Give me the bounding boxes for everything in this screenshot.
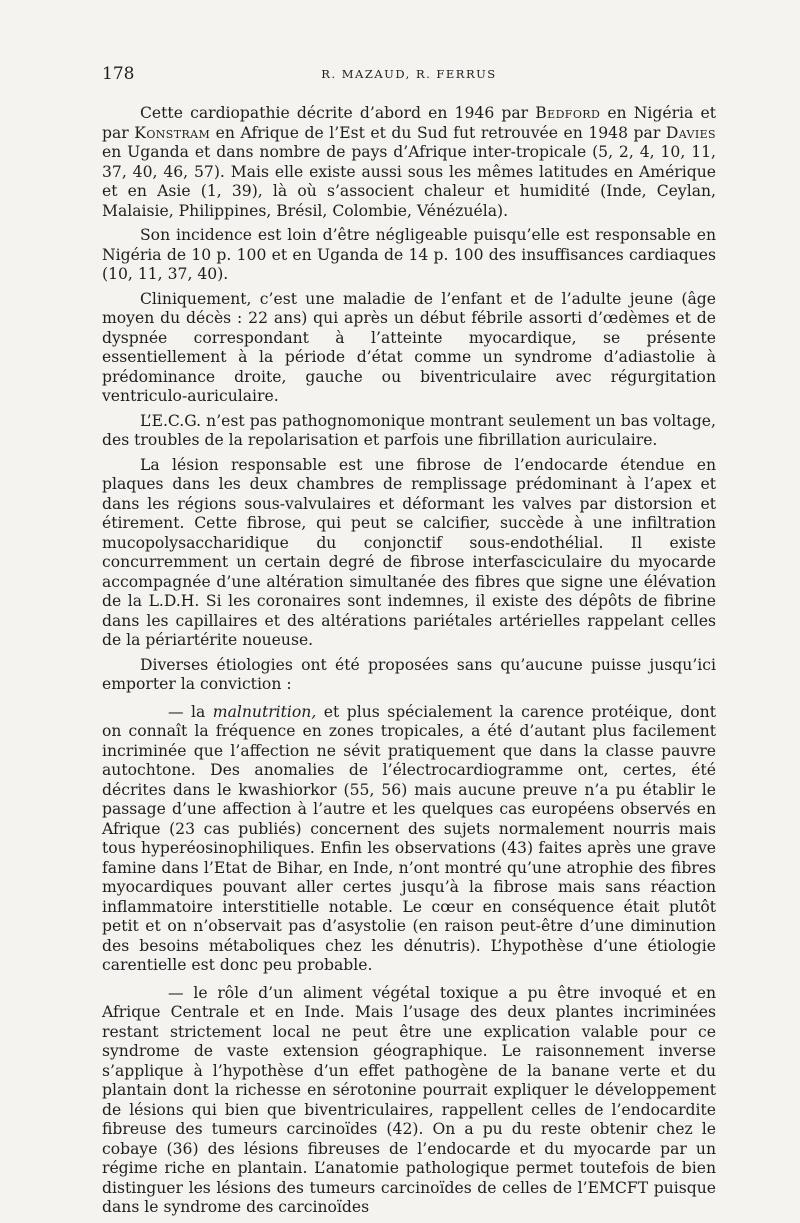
text-run: en Afrique de l’Est et du Sud fut retrouvée en 1948 par [210,123,666,142]
paragraph-incidence: Son incidence est loin d’être négligeable puisqu’elle est responsable en Nigéria de 10 p. 100 et en Uganda de 14 p. 100 des insuffisances cardiaques (10, 11, 37, 40). [102,226,716,283]
text-run: Cette cardiopathie décrite d’abord en 1946 par [140,104,536,122]
page-number: 178 [102,64,135,84]
text-run: et plus spécialement la carence protéique, dont on connaît la fréquence en zones tropicales, a été d’autant plus facilement incriminée que l’affection ne sévit pratiquement que dans la classe pauvre autochtone. Des anomalies de l’électrocardiogramme ont, certes, été décrites dans le kwashiorkor (55, 56) mais aucune preuve n’a pu établir le passage d’une affection à l’autre et les quelques cas européens observés en Afrique (23 cas publiés) concernent des sujets normalement nourris mais tous hyperéosinophiliques. Enfin les observations (43) faites après une grave famine dans l’Etat de Bihar, en Inde, n’ont montré qu’une atrophie des fibres myocardiques pouvant aller certes jusqu’à la fibrose mais sans réaction inflammatoire interstitielle notable. Le cœur en conséquence était plutôt petit et on n’observait pas d’asystolie (en raison peut-être d’une diminution des besoins métaboliques chez les dénutris). L’hypothèse d’une étiologie carentielle est donc peu probable. [102,702,716,974]
text-run: — la [168,702,213,721]
author-name: Bedford [535,104,601,122]
paragraph-etiologies: Diverses étiologies ont été proposées sans qu’aucune puisse jusqu’ici emporter la conviction : [102,655,716,693]
body-text [102,104,716,1223]
paragraph-toxic-plant: — le rôle d’un aliment végétal toxique a pu être invoqué et en Afrique Centrale et en Inde. Mais l’usage des deux plantes incriminées restant strictement local ne peut être une explication valable pour ce syndrome de vaste extension géographique. Le raisonnement inverse s’applique à l’hypothèse d’un effet pathogène de la banane verte et du plantain dont la richesse en sérotonine pourrait expliquer le développement de lésions qui bien que biventriculaires, rappellent celles de l’endocardite fibreuse des tumeurs carcinoïdes (42). On a pu du reste obtenir chez le cobaye (36) des lésions fibreuses de l’endocarde et du myocarde par un régime riche en plantain. L’anatomie pathologique permet toutefois de bien distinguer les lésions des tumeurs carcinoïdes de celles de l’EMCFT puisque dans le syndrome des carcinoïdes [102,983,716,1216]
author-name: Konstram [134,123,211,142]
text-run: en Nigéria et par [102,104,716,142]
running-head: R. MAZAUD, R. FERRUS [321,67,497,81]
page-header [102,64,716,88]
paragraph-clinical: Cliniquement, c’est une maladie de l’enfant et de l’adulte jeune (âge moyen du décès : 22 ans) qui après un début fébrile assorti d’œdèmes et de dyspnée correspondant à l’atteinte myocardique, se présente essentiellement à la période d’état comme un syndrome d’adiastolie à prédominance droite, gauche ou biventriculaire avec régurgitation ventriculo-auriculaire. [102,289,716,405]
emphasis-term: malnutrition, [212,702,317,721]
paragraph-history [102,104,716,221]
text-run: en Uganda et dans nombre de pays d’Afrique inter-tropicale (5, 2, 4, 10, 11, 37, 40, 46, 57). Mais elle existe aussi sous les mêmes latitudes en Amérique et en Asie (1, 39), là où s’associent chaleur et humidité (Inde, Ceylan, Malaisie, Philippines, Brésil, Colombie, Vénézuéla). [102,143,716,220]
author-name: Davies [665,123,716,142]
paragraph-lesion: La lésion responsable est une fibrose de l’endocarde étendue en plaques dans les deux chambres de remplissage prédominant à l’apex et dans les régions sous-valvulaires et déformant les valves par distorsion et étirement. Cette fibrose, qui peut se calcifier, succède à une infiltration mucopolysaccharidique du conjonctif sous-endothélial. Il existe concurremment un certain degré de fibrose interfasciculaire du myocarde accompagnée d’une altération simultanée des fibres que signe une élévation de la L.D.H. Si les coronaires sont indemnes, il existe des dépôts de fibrine dans les capillaires et des altérations pariétales artérielles rappelant celles de la périartérite noueuse. [102,455,716,649]
paragraph-malnutrition [102,703,716,976]
paragraph-ecg: L’E.C.G. n’est pas pathognomonique montrant seulement un bas voltage, des troubles de la repolarisation et parfois une fibrillation auriculaire. [102,411,716,449]
